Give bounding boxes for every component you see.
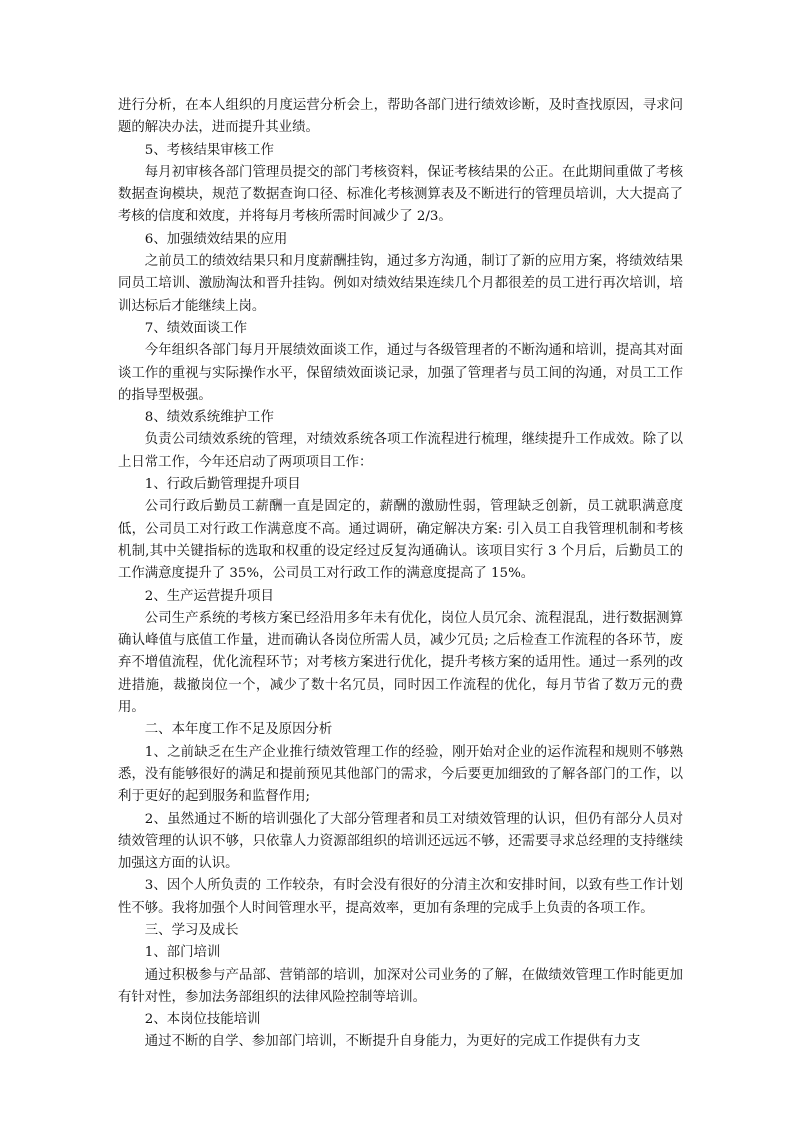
heading-learning-growth: 三、学习及成长: [144, 922, 239, 938]
paragraph-performance-application: 之前员工的绩效结果只和月度薪酬挂钩，通过多方沟通，制订了新的应用方案，将绩效结果同员工培训、激励淘汰和晋升挂钩。例如对绩效结果连续几个月都很差的员工进行再次培训，培训达标后才能继续上岗。: [118, 254, 683, 314]
heading-production-project: 2、生产运营提升项目: [144, 588, 274, 604]
heading-system-maintenance: 8、绩效系统维护工作: [144, 410, 274, 426]
paragraph-performance-interview: 今年组织各部门每月开展绩效面谈工作，通过与各级管理者的不断沟通和培训，提高其对面谈工作的重视与实际操作水平，保留绩效面谈记录，加强了管理者与员工间的沟通，对员工工作的指导型极强。: [118, 343, 683, 403]
heading-admin-project: 1、行政后勤管理提升项目: [144, 477, 301, 493]
paragraph-shortcoming-1: 1、之前缺乏在生产企业推行绩效管理工作的经验，刚开始对企业的运作流程和规则不够熟悉，没有能够很好的满足和提前预见其他部门的需求，今后要更加细致的了解各部门的工作，以利于更好的起到服务和监督作用;: [118, 744, 683, 805]
heading-department-training: 1、部门培训: [144, 945, 221, 961]
heading-shortcomings: 二、本年度工作不足及原因分析: [144, 722, 333, 738]
paragraph-review-results: 每月初审核各部门管理员提交的部门考核资料，保证考核结果的公正。在此期间重做了考核数据查询模块，规范了数据查询口径、标准化考核测算表及不断进行的管理员培训，大大提高了考核的信度和效度，并将每月考核所需时间减少了 2/3。: [118, 164, 683, 225]
paragraph-system-maintenance: 负责公司绩效系统的管理，对绩效系统各项工作流程进行梳理，继续提升工作成效。除了以上日常工作，今年还启动了两项项目工作：: [118, 432, 683, 470]
heading-review-results: 5、考核结果审核工作: [144, 142, 274, 158]
heading-performance-application: 6、加强绩效结果的应用: [144, 231, 288, 247]
paragraph-shortcoming-3: 3、因个人所负责的 工作较杂，有时会没有很好的分清主次和安排时间，以致有些工作计划性不够。我将加强个人时间管理水平，提高效率，更加有条理的完成手上负责的各项工作。: [118, 878, 683, 916]
paragraph-shortcoming-2: 2、虽然通过不断的培训强化了大部分管理者和员工对绩效管理的认识，但仍有部分人员对绩效管理的认识不够，只依靠人力资源部组织的培训还远远不够，还需要寻求总经理的支持继续加强这方面的认识。: [118, 811, 683, 872]
paragraph-admin-project: 公司行政后勤员工薪酬一直是固定的，薪酬的激励性弱，管理缺乏创新，员工就职满意度低，公司员工对行政工作满意度不高。通过调研，确定解决方案: 引入员工自我管理机制和考核机制,其中关键指标的选取和权重的设定经过反复沟通确认。该项目实行 3 个月后，后勤员工的工作满意度提升了 35%，公司员工对行政工作的满意度提高了 15%。: [118, 499, 683, 582]
paragraph-analysis-continued: 进行分析，在本人组织的月度运营分析会上，帮助各部门进行绩效诊断，及时查找原因，寻求问题的解决办法，进而提升其业绩。: [118, 98, 683, 136]
paragraph-production-project: 公司生产系统的考核方案已经沿用多年未有优化，岗位人员冗余、流程混乱，进行数据测算确认峰值与底值工作量，进而确认各岗位所需人员，减少冗员; 之后检查工作流程的各环节，废弃不增值流程，优化流程环节；对考核方案进行优化，提升考核方案的适用性。通过一系列的改进措施，裁撤岗位一个，减少了数十名冗员，同时因工作流程的优化，每月节省了数万元的费用。: [118, 610, 683, 716]
heading-skill-training: 2、本岗位技能培训: [144, 1012, 261, 1028]
heading-performance-interview: 7、绩效面谈工作: [144, 320, 248, 336]
document-page: [118, 95, 683, 1054]
paragraph-skill-training: 通过不断的自学、参加部门培训，不断提升自身能力，为更好的完成工作提供有力支: [144, 1034, 641, 1050]
paragraph-department-training: 通过积极参与产品部、营销部的培训，加深对公司业务的了解，在做绩效管理工作时能更加有针对性，参加法务部组织的法律风险控制等培训。: [118, 967, 683, 1005]
